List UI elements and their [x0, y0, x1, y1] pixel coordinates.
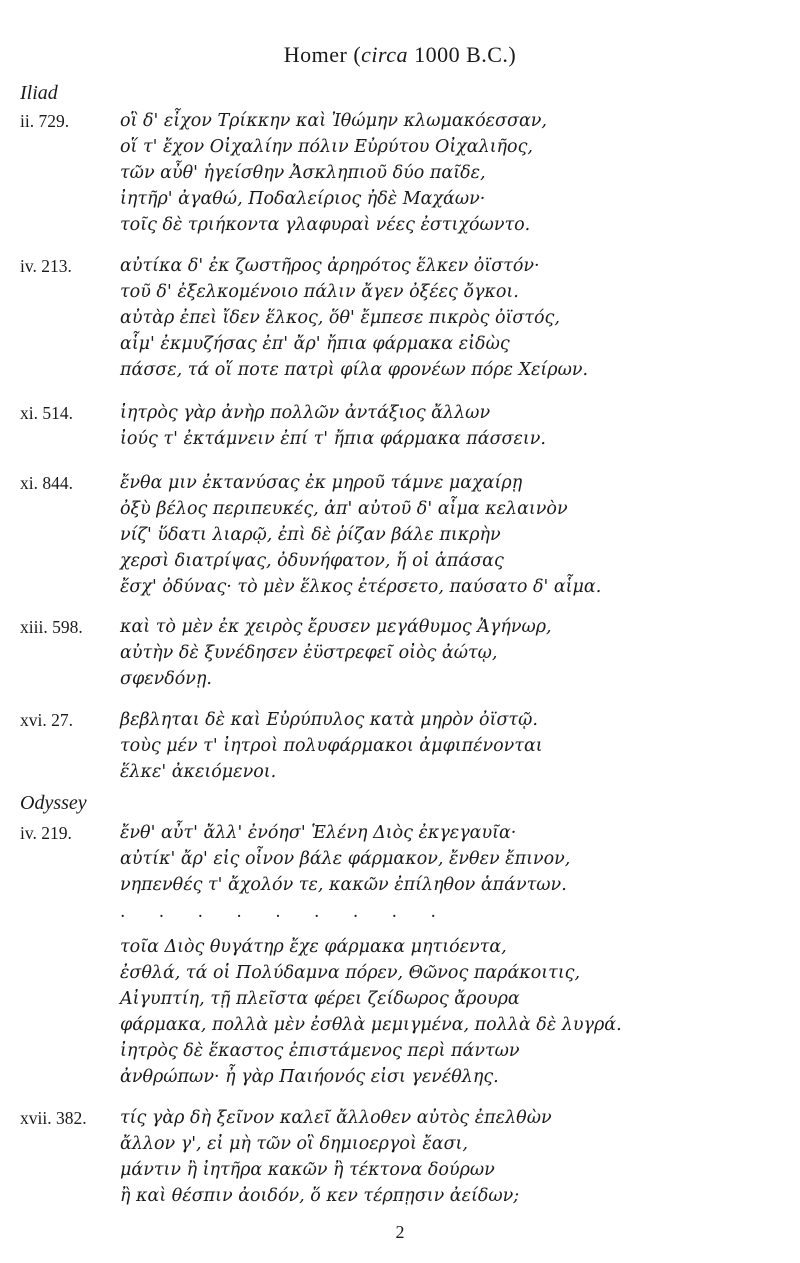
verse-reference: iv. 219. — [20, 823, 72, 843]
verse-line: ἢ καὶ θέσπιν ἀοιδόν, ὅ κεν τέρπῃσιν ἀείδων; — [120, 1186, 520, 1206]
running-head — [0, 42, 800, 68]
verse-line: ἐσθλά, τά οἱ Πολύδαμνα πόρεν, Θῶνος παράκοιτις, — [120, 963, 581, 983]
verse-line: καὶ τὸ μὲν ἐκ χειρὸς ἔρυσεν μεγάθυμος Ἀγήνωρ, — [120, 617, 552, 637]
verse-line: σφενδόνῃ. — [120, 669, 212, 689]
verse-reference: xi. 514. — [20, 403, 73, 423]
verse-reference: xiii. 598. — [20, 617, 83, 637]
circa-word: circa — [361, 42, 409, 67]
verse-block — [120, 253, 785, 383]
verse-line: Αἰγυπτίη, τῇ πλεῖστα φέρει ζείδωρος ἄρουρα — [120, 989, 520, 1009]
verse-reference: xvi. 27. — [20, 710, 73, 730]
verse-line: οἵ τ' ἔχον Οἰχαλίην πόλιν Εὐρύτου Οἰχαλιῆος, — [120, 137, 533, 157]
date-prefix: ( — [353, 42, 362, 67]
verse-line: ἔνθα μιν ἐκτανύσας ἐκ μηροῦ τάμνε μαχαίρῃ — [120, 473, 523, 493]
verse-line: αὐτίκα δ' ἐκ ζωστῆρος ἀρηρότος ἕλκεν ὀϊστόν· — [120, 256, 540, 276]
verse-line: φάρμακα, πολλὰ μὲν ἐσθλὰ μεμιγμένα, πολλὰ δὲ λυγρά. — [120, 1015, 622, 1035]
verse-line: νηπενθές τ' ἄχολόν τε, κακῶν ἐπίληθον ἁπάντων. — [120, 875, 567, 895]
verse-line: αὐτὰρ ἐπεὶ ἴδεν ἕλκος, ὅθ' ἔμπεσε πικρὸς ὀϊστός, — [120, 308, 560, 328]
verse-reference: iv. 213. — [20, 256, 72, 276]
verse-line: τοῖα Διὸς θυγάτηρ ἔχε φάρμακα μητιόεντα, — [120, 937, 507, 957]
verse-line: ἰητρὸς δὲ ἕκαστος ἐπιστάμενος περὶ πάντων — [120, 1041, 520, 1061]
verse-line: ἔσχ' ὀδύνας· τὸ μὲν ἕλκος ἐτέρσετο, παύσατο δ' αἷμα. — [120, 577, 602, 597]
verse-line: ἀνθρώπων· ἦ γὰρ Παιήονός εἰσι γενέθλης. — [120, 1067, 499, 1087]
verse-line: τοὺς μέν τ' ἰητροὶ πολυφάρμακοι ἀμφιπένονται — [120, 736, 543, 756]
verse-block — [120, 934, 785, 1090]
section-label-odyssey: Odyssey — [20, 792, 87, 814]
verse-line: βεβληται δὲ καὶ Εὐρύπυλος κατὰ μηρὸν ὀϊστῷ. — [120, 710, 538, 730]
verse-block — [120, 820, 785, 898]
author-name: Homer — [283, 42, 348, 67]
verse-line: τοῦ δ' ἐξελκομένοιο πάλιν ἄγεν ὀξέες ὄγκοι. — [120, 282, 519, 302]
verse-line: ἰούς τ' ἐκτάμνειν ἐπί τ' ἤπια φάρμακα πάσσειν. — [120, 429, 546, 449]
omission-dots: . . . . . . . . . — [120, 902, 450, 922]
verse-block — [120, 707, 785, 785]
verse-line: τοῖς δὲ τριήκοντα γλαφυραὶ νέες ἐστιχόωντο. — [120, 215, 531, 235]
verse-line: αὐτὴν δὲ ξυνέδησεν ἐϋστρεφεῖ οἰὸς ἀώτῳ, — [120, 643, 498, 663]
verse-line: ἰητρὸς γὰρ ἀνὴρ πολλῶν ἀντάξιος ἄλλων — [120, 403, 491, 423]
verse-line: ἔνθ' αὖτ' ἄλλ' ἐνόησ' Ἑλένη Διὸς ἐκγεγαυῖα· — [120, 823, 517, 843]
verse-line: ἄλλον γ', εἰ μὴ τῶν οἳ δημιοεργοὶ ἔασι, — [120, 1134, 468, 1154]
verse-block — [120, 1105, 785, 1209]
verse-line: ἕλκε' ἀκειόμενοι. — [120, 762, 277, 782]
verse-block — [120, 400, 785, 452]
verse-line: χερσὶ διατρίψας, ὀδυνήφατον, ἥ οἱ ἁπάσας — [120, 551, 504, 571]
verse-line: ὀξὺ βέλος περιπευκές, ἀπ' αὐτοῦ δ' αἷμα κελαινὸν — [120, 499, 568, 519]
verse-block — [120, 470, 785, 600]
date-suffix: 1000 B.C.) — [408, 42, 517, 67]
verse-line: ἰητῆρ' ἀγαθώ, Ποδαλείριος ἠδὲ Μαχάων· — [120, 189, 486, 209]
verse-line: πάσσε, τά οἵ ποτε πατρὶ φίλα φρονέων πόρε Χείρων. — [120, 360, 589, 380]
verse-block — [120, 108, 785, 238]
verse-line: οἳ δ' εἶχον Τρίκκην καὶ Ἰθώμην κλωμακόεσσαν, — [120, 111, 547, 131]
verse-reference: xvii. 382. — [20, 1108, 87, 1128]
section-label-iliad: Iliad — [20, 82, 58, 104]
verse-line: νίζ' ὕδατι λιαρῷ, ἐπὶ δὲ ῥίζαν βάλε πικρὴν — [120, 525, 501, 545]
verse-reference: ii. 729. — [20, 111, 70, 131]
verse-line: τῶν αὖθ' ἡγείσθην Ἀσκληπιοῦ δύο παῖδε, — [120, 163, 486, 183]
verse-reference: xi. 844. — [20, 473, 73, 493]
verse-block — [120, 614, 785, 692]
verse-line: τίς γὰρ δὴ ξεῖνον καλεῖ ἄλλοθεν αὐτὸς ἐπελθὼν — [120, 1108, 552, 1128]
page-number: 2 — [395, 1222, 405, 1242]
verse-line: μάντιν ἢ ἰητῆρα κακῶν ἢ τέκτονα δούρων — [120, 1160, 495, 1180]
verse-line: αὐτίκ' ἄρ' εἰς οἶνον βάλε φάρμακον, ἔνθεν ἔπινον, — [120, 849, 571, 869]
verse-line: αἷμ' ἐκμυζήσας ἐπ' ἄρ' ἤπια φάρμακα εἰδὼς — [120, 334, 510, 354]
